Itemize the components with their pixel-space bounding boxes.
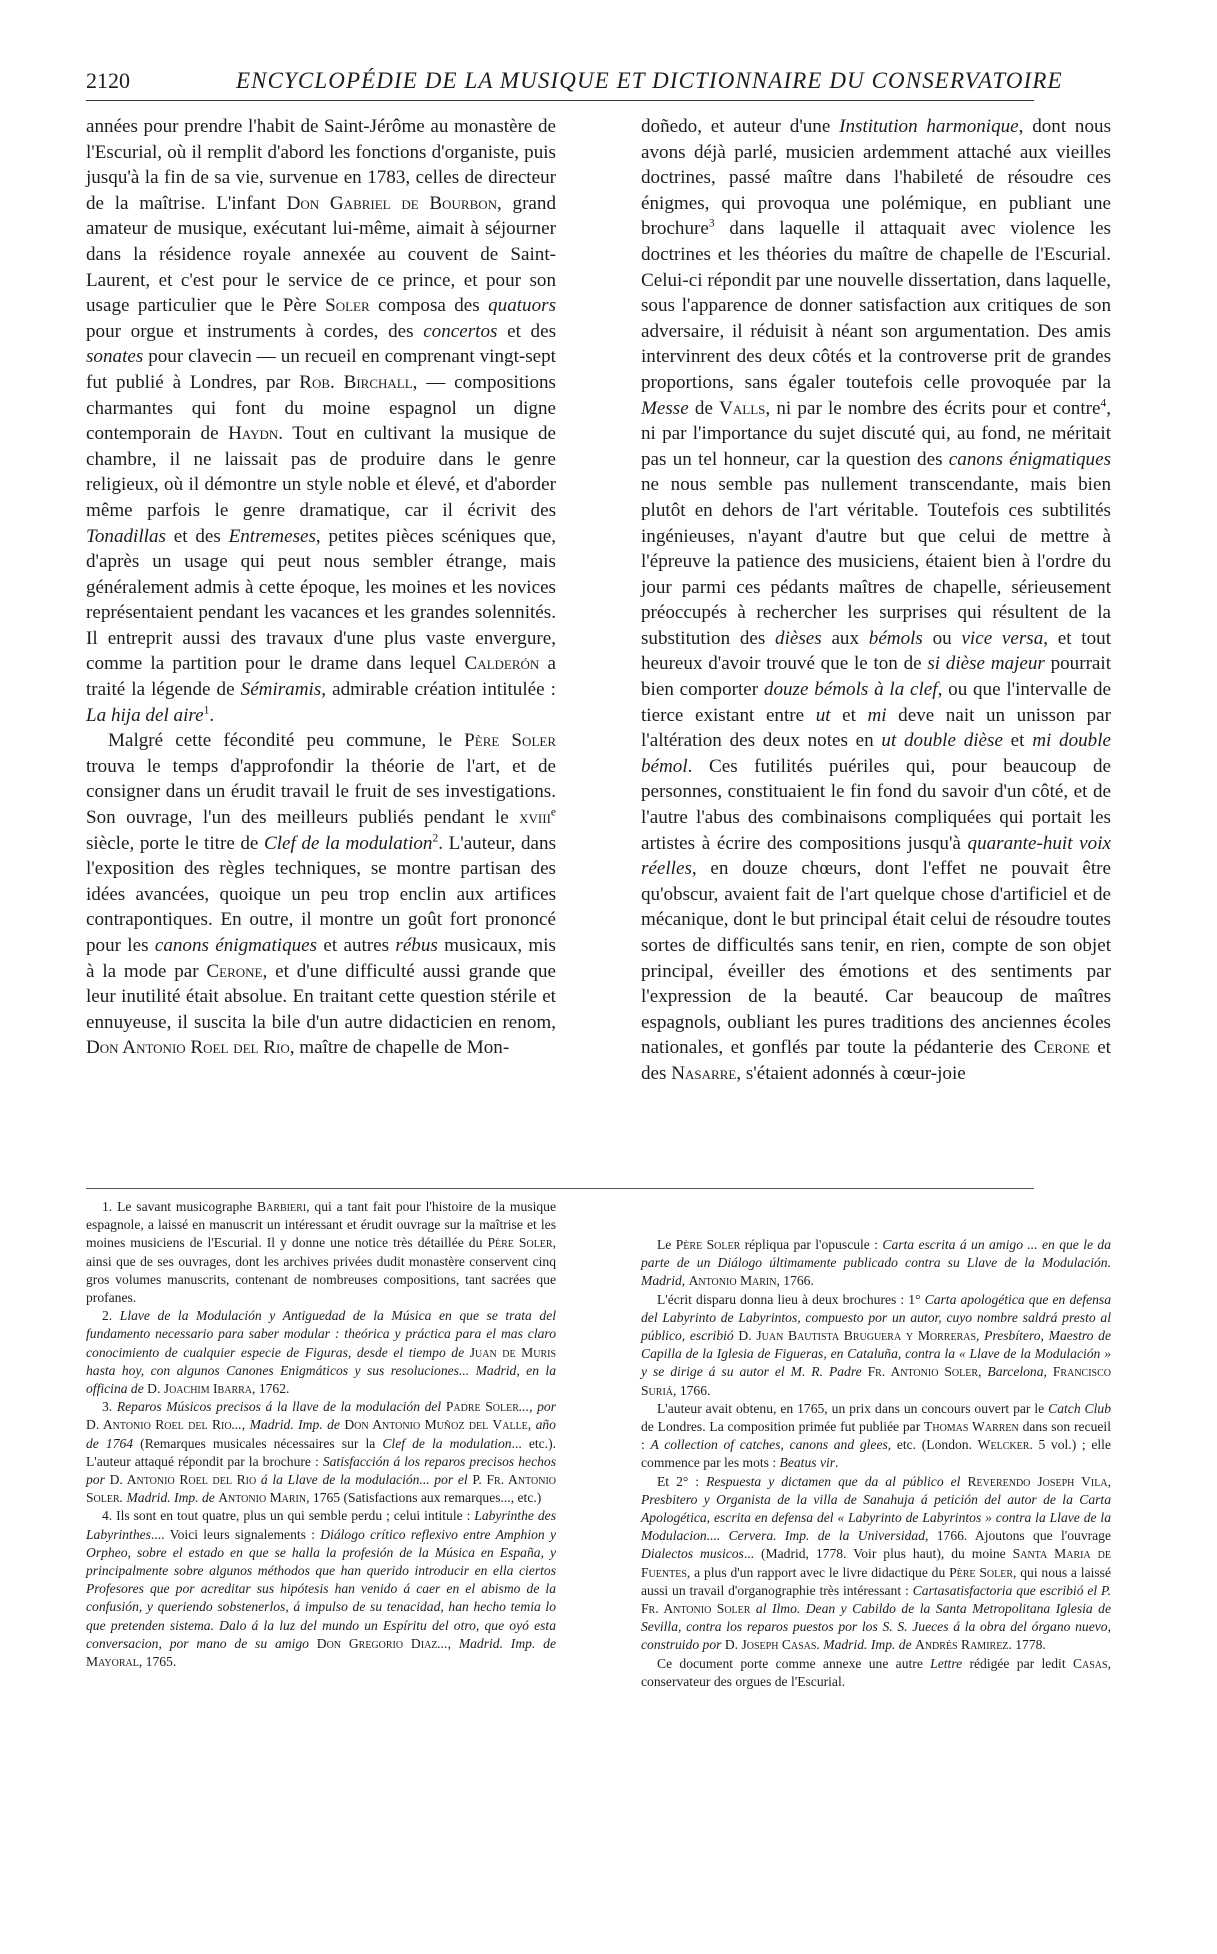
text-run: D. Joachim Ibarra [147, 1381, 253, 1397]
text-run: , conservateur des orgues de l'Escurial. [641, 1655, 1111, 1689]
note-ref: 3 [708, 218, 715, 231]
text-run: Haydn [228, 423, 279, 445]
text-run: canons énigmatiques [154, 935, 318, 956]
text-run: Cartasatisfactoria que escribió el P. [912, 1582, 1111, 1598]
text-run: . 5 vol.) ; elle commence par les mots : [641, 1437, 1111, 1471]
text-run: Mayoral [86, 1654, 139, 1670]
footnote-continuation [641, 1473, 1111, 1655]
text-run: ut double dièse [881, 730, 1003, 752]
text-run: , Presbítero, Maestro de Capilla de la Iglesia de Figueras, en Cataluña, contra la « Llave de la Modulación » y se dirige á su autor el M. R. Padre [641, 1328, 1111, 1380]
text-run: Malgré cette fécondité peu commune, le [108, 730, 465, 752]
footnotes-right [641, 1236, 1111, 1691]
text-run: 2. [102, 1308, 120, 1324]
text-run: 3. [102, 1399, 117, 1415]
text-run: Thomas Warren [924, 1419, 1019, 1435]
paragraph [641, 114, 1111, 1087]
note-ref: 2 [432, 832, 439, 845]
text-run: . [209, 704, 215, 726]
text-run: concertos [423, 320, 498, 342]
text-run: ..., por [518, 1399, 556, 1415]
text-run: , ni par le nombre des écrits pour et contre [765, 397, 1101, 419]
text-run: Antonio Marin [218, 1490, 307, 1506]
text-run: Messe [641, 397, 689, 419]
text-run: D. Joseph Casas [724, 1637, 817, 1653]
footnotes-left [86, 1198, 556, 1671]
text-run: de Londres. La composition primée fut publiée par [641, 1419, 925, 1435]
text-run: . Madrid. Imp. de [816, 1637, 916, 1653]
page-header [86, 64, 1063, 104]
text-run: Carta escrita á un amigo ... en que le da parte de un Diálogo últimamente publicado contra su Llave de la Modulación. Madrid, [641, 1237, 1111, 1289]
text-run: deve nait un unisson par l'altération des deux notes en [641, 704, 1112, 752]
text-run: Le [657, 1237, 676, 1252]
text-run: a traité la légende de [86, 653, 557, 701]
text-run: , et d'une difficulté aussi grande que leur inutilité était absolue. En traitant cette question stérile et ennuyeuse, il suscita la bile d'un autre didacticien en renom, [86, 960, 556, 1033]
text-run: Don Gregorio Diaz [316, 1635, 438, 1651]
text-run: La hija del aire [86, 704, 204, 726]
text-run: , ni par l'importance du sujet discuté qui, au fond, ne méritait pas un tel honneur, car la question des [641, 397, 1112, 470]
text-run: Labyrinthe des Labyrinthes [86, 1508, 556, 1542]
text-run: canons énigmatiques [948, 448, 1112, 470]
text-run: de [688, 397, 720, 419]
left-column [86, 114, 556, 1061]
text-run: Père Soler [487, 1235, 553, 1251]
text-run: Clef de la modulation [264, 832, 433, 854]
text-run: quarante-huit voix réelles [641, 832, 1111, 880]
paragraph [86, 114, 556, 728]
text-run: , qui a tant fait pour l'histoire de la musique espagnole, a laissé en manuscrit un intéressant et érudit ouvrage sur la maîtrise et les moines musiciens de l'Escurial. Il y donne une notice très détaillée du [86, 1199, 556, 1251]
text-run: Reverendo Joseph Vila [967, 1473, 1108, 1489]
text-run: , Barcelona, [978, 1364, 1053, 1380]
paragraph [86, 728, 556, 1061]
text-run: Cerone [1033, 1037, 1090, 1059]
text-run: Père Soler [675, 1237, 741, 1252]
text-run: Lettre [930, 1655, 963, 1671]
text-run: , ainsi que de ses ouvrages, dont les archives privées dudit monastère conservent cinq gros volumes manuscrits, contenant de nombreuses compositions, tant sacrées que profanes. [86, 1235, 556, 1306]
text-run: , a plus d'un rapport avec le livre didactique du [686, 1564, 950, 1580]
text-run: ut [815, 704, 831, 726]
text-run: L'écrit disparu donna lieu à deux brochures : 1° [657, 1291, 925, 1307]
note-ref: e [550, 806, 556, 819]
text-run: , s'étaient adonnés à cœur-joie [736, 1062, 966, 1084]
text-run: pour clavecin — un recueil en comprenant vingt-sept fut publié à Londres, par [86, 346, 556, 393]
text-run: .... Voici leurs signalements : [150, 1526, 321, 1542]
footnote-divider [86, 1188, 1034, 1189]
text-run: Soler [325, 295, 370, 317]
text-run: . 1778. [1008, 1637, 1046, 1653]
text-run: Reparos Músicos precisos á la llave de la modulación del [116, 1399, 446, 1415]
text-run: , en douze chœurs, dont l'effet ne pouvait être qu'obscur, avaient fait de l'art quelque chose d'artificiel et de mécanique, dont le but principal était celui de résoudre toutes sortes de difficultés sans tenir, en rien, compte de son objet principal, éveiller des émotions et des sentiments par l'expression de la beauté. Car beaucoup de maîtres espagnols, oubliant les pures traditions des anciennes écoles nationales, et gonflés par toute la pédanterie des [641, 858, 1111, 1059]
text-run: 4. Ils sont en tout quatre, plus un qui semble perdu ; celui intitule : [102, 1508, 475, 1524]
text-run: D. Juan Bautista Bruguera y Morreras [738, 1328, 977, 1344]
text-run: doñedo, et auteur d'une [641, 116, 840, 137]
text-run: siècle, porte le titre de [86, 832, 265, 854]
text-run: Cerone [206, 960, 263, 982]
footnote-3 [86, 1398, 556, 1507]
text-run: (Remarques musicales nécessaires sur la [133, 1435, 383, 1451]
text-run: et des [165, 525, 229, 547]
text-run: bémols [868, 627, 923, 649]
text-run: et des [497, 320, 556, 342]
text-run: ..., Madrid. Imp. de [231, 1417, 345, 1433]
text-run: xviii [519, 807, 551, 829]
text-run: Catch Club [1048, 1400, 1111, 1416]
text-run: 1. Le savant musicographe [102, 1199, 258, 1214]
right-column [641, 114, 1111, 1087]
text-run: sonates [86, 346, 144, 368]
text-run: Tonadillas [86, 525, 166, 547]
text-run: trouva le temps d'approfondir la théorie de l'art, et de consigner dans un érudit travail le fruit de ses investigations. Son ouvrage, l'un des meilleurs publiés pendant le [86, 755, 556, 829]
text-run: Santa Maria de Fuentes [641, 1546, 1111, 1580]
text-run: ... etc.). L'auteur attaqué répondit par la brochure : [86, 1435, 556, 1469]
text-run: A collection of catches, canons and glees [650, 1437, 888, 1453]
text-run: , dont nous avons déjà parlé, musicien ardemment attaché aux vieilles doctrines, passé maître dans l'habileté de résoudre ces énigmes, qui provoqua une polémique, en publiant une brochure [641, 116, 1111, 240]
footnote-1 [86, 1198, 556, 1307]
text-run: et des [641, 1037, 1111, 1084]
text-run: . Ces futilités puériles qui, pour beaucoup de personnes, constituaient le fin fond du savoir d'un côté, et de l'autre l'abus des combinaisons compliquées qui portait les artistes à écrire des compositions jusqu'à [641, 755, 1111, 854]
text-run: Respuesta y dictamen que da al público el [706, 1473, 968, 1489]
text-run: hasta hoy, con algunos Canones Enigmáticos y sus resoluciones... Madrid, en la officina de [86, 1362, 556, 1397]
text-run: Andrés Ramirez [915, 1637, 1009, 1653]
text-run: ..., Madrid. Imp. de [437, 1635, 556, 1651]
text-run: , 1766. [673, 1382, 711, 1398]
text-run: Beatus vir [779, 1455, 836, 1471]
text-run: Père Soler [464, 730, 556, 752]
text-run: , ou que l'intervalle de tierce existant entre [641, 679, 1111, 726]
text-run: L'auteur avait obtenu, en 1765, un prix dans un concours ouvert par le [657, 1400, 1049, 1416]
text-run: mi [867, 704, 887, 726]
text-run: á la Llave de la modulación... por el [256, 1472, 473, 1488]
text-run: Fr. Antonio Soler [867, 1364, 979, 1380]
text-run: Institution harmonique [839, 116, 1019, 137]
text-run: , petites pièces scéniques que, d'après un usage qui peut nous sembler étrange, mais généralement admis à cette époque, les moines et les novices représentaient pendant les vacances et les grandes solennités. Il entreprit aussi des travaux d'une plus vaste envergure, comme la partition pour le drame dans lequel [86, 525, 556, 675]
text-run: douze bémols à la clef [763, 679, 938, 701]
page-number: 2120 [86, 68, 130, 93]
text-run: rédigée par ledit [962, 1655, 1073, 1671]
text-run: dans laquelle il attaquait avec violence les doctrines et les théories du maître de chapelle de l'Escurial. Celui-ci répondit par une nouvelle dissertation, dans laquelle, sous l'apparence de donner satisfaction aux critiques de son adversaire, il réduisit à néant son argumentation. Des amis intervinrent des deux côtés et la controverse prit de grandes proportions, sans égaler toutefois celle provoquée par la [641, 218, 1111, 393]
text-run: si dièse majeur [927, 653, 1045, 675]
text-run: , etc. (London. [887, 1437, 978, 1453]
text-run: aux [821, 627, 869, 649]
text-run: D. Antonio Roel del Rio [86, 1417, 232, 1433]
text-run: Entremeses [228, 525, 316, 547]
note-ref: 4 [1100, 397, 1107, 410]
text-run: ou [922, 627, 962, 649]
footnote-4 [86, 1507, 556, 1671]
footnote-continuation [641, 1655, 1111, 1691]
text-run: Llave de la Modulación y Antiguedad de la Música en que se trata del fundamento necessario para saber modular : theórica y práctica para el mas claro conocimiento de cualquier especie de Figuras, desde el tiempo de [86, 1308, 557, 1360]
text-run: Diálogo crítico reflexivo entre Amphion y Orpheo, sobre el estado en que se halla la profesión de la Música en España, y principalmente sobre algunos méthodos que han querido introducir en ella ciertos Profesores que por acreditar sus hipótesis han venido á caer en el abismo de la confusión, y queriendo sobstenerlos, á impulso de su tenacidad, han hecho temia lo que pretenden sistema. Dalo á la luz del mundo un Espíritu del otro, que oyó esta conversacion, por mano de su amigo [86, 1526, 556, 1651]
note-ref: 1 [203, 704, 210, 717]
text-run: Casas [1072, 1655, 1108, 1671]
text-run: Père Soler [949, 1564, 1014, 1580]
text-run: Clef de la modulation [382, 1435, 512, 1451]
text-run: Sémiramis [240, 679, 322, 701]
text-run: , 1765 (Satisfactions aux remarques..., etc.) [306, 1490, 542, 1506]
text-run: Don Antonio Roel del Rio [86, 1037, 290, 1059]
text-run: , 1766. Ajoutons que l'ouvrage [925, 1528, 1112, 1544]
text-run: al Ilmo. Dean y Cabildo de la Santa Metropolitana Iglesia de Sevilla, contra los reparos puestos por los S. S. Jueces á la obra del órgano nuevo, construido por [641, 1601, 1111, 1653]
text-run: Dialectos musicos [641, 1546, 744, 1562]
text-run: , — compositions charmantes qui font du moine espagnol un digne contemporain de [86, 371, 556, 445]
text-run: Francisco Suriá [641, 1364, 1112, 1398]
text-run: , 1765. [138, 1654, 177, 1670]
text-run: Fr. Antonio Soler [641, 1601, 751, 1617]
text-run: pourrait bien comporter [641, 653, 1112, 701]
text-run: Carta apologética que en defensa del Labyrinto de Labyrintos, compuesto por un autor, cuyo nombre saldrá presto al público, escribió [641, 1291, 1111, 1344]
text-run: P. Fr. Antonio Soler [86, 1472, 556, 1506]
text-run: Don Antonio Muñoz del Valle [344, 1417, 528, 1433]
text-run: Barbieri [257, 1199, 307, 1214]
text-run: Juan de Muris [469, 1344, 557, 1360]
text-run: D. Antonio Roel del Rio [109, 1472, 257, 1488]
text-run: , maître de chapelle de Mon- [289, 1037, 510, 1059]
text-run: . [835, 1455, 839, 1471]
text-run: dièses [775, 627, 822, 649]
footnote-continuation [641, 1236, 1111, 1291]
text-run: Antonio Marin [688, 1273, 777, 1289]
text-run: composa des [369, 295, 489, 317]
text-run: ... (Madrid, 1778. Voir plus haut), du moine [743, 1546, 1013, 1562]
text-run: , et tout heureux d'avoir trouvé que le ton de [641, 627, 1111, 675]
text-run: . L'auteur, dans l'exposition des règles techniques, se montre partisan des idées avancées, quoique un peu trop enclin aux artifices contrapontiques. En outre, il montre un goût fort prononcé pour les [86, 832, 557, 956]
text-run: et autres [317, 935, 396, 956]
text-run: Ce document porte comme annexe une autre [657, 1655, 931, 1671]
text-run: répliqua par l'opuscule : [740, 1237, 883, 1252]
text-run: dans son recueil : [641, 1419, 1111, 1453]
text-run: , 1762. [252, 1381, 290, 1397]
header-rule [86, 100, 1034, 101]
footnote-2 [86, 1307, 556, 1398]
text-run: Valls [719, 397, 766, 419]
text-run: et [830, 704, 868, 726]
text-run: Nasarre [671, 1062, 737, 1084]
text-run: mi double bémol [641, 730, 1111, 777]
footnote-continuation [641, 1291, 1111, 1400]
text-run: rébus [395, 935, 438, 956]
running-title: ENCYCLOPÉDIE DE LA MUSIQUE ET DICTIONNAIRE DU CONSERVATOIRE [236, 68, 1063, 93]
text-run: Don Gabriel de Bourbon [286, 192, 498, 214]
text-run: , 1766. [776, 1273, 814, 1289]
text-run: pour orgue et instruments à cordes, des [86, 320, 424, 342]
text-run: . Madrid. Imp. de [119, 1490, 219, 1506]
text-run: , año de 1764 [86, 1417, 556, 1451]
text-run: et [1002, 730, 1033, 752]
text-run: Et 2° : [657, 1473, 707, 1489]
text-run: musicaux, mis à la mode par [86, 935, 556, 982]
text-run: Rob. Birchall [299, 371, 413, 393]
text-run: Welcker [977, 1437, 1030, 1453]
text-run: quatuors [488, 295, 556, 317]
text-run: Padre Soler [445, 1399, 519, 1415]
text-run: , qui nous a laissé aussi un travail d'organographie très intéressant : [641, 1564, 1111, 1598]
text-run: , admirable création intitulée : [321, 679, 556, 701]
text-run: années pour prendre l'habit de Saint-Jérôme au monastère de l'Escurial, où il remplit d'abord les fonctions d'organiste, puis jusqu'à la fin de sa vie, survenue en 1783, celles de directeur de la maîtrise. L'infant [86, 116, 556, 214]
text-run: Calderón [464, 653, 540, 675]
text-run: Satisfacción á los reparos precisos hechos por [86, 1453, 556, 1488]
text-run: ne nous semble pas nullement transcendante, mais bien plutôt en dehors de l'art véritable. Toutefois ces subtilités ingénieuses, n'ayant d'autre but que celui de mettre à l'épreuve la patience des musiciens, étaient bien à l'ordre du jour parmi ces pédants maîtres de chapelle, sérieusement préoccupés à rechercher les surprises qui résultent de la substitution des [641, 474, 1111, 649]
text-run: , grand amateur de musique, exécutant lui-même, aimait à séjourner dans la résidence royale annexée au couvent de Saint-Laurent, et c'est pour le service de ce prince, et pour son usage particulier que le Père [86, 192, 556, 317]
text-run: , Presbitero y Organista de la villa de Sanahuja á petición del autor de la Carta Apologética, escrita en defensa del « Labyrinto de Labyrintos » contra la Llave de la Modulacion.... Cervera. Imp. de la Universidad [641, 1473, 1111, 1544]
footnote-continuation [641, 1400, 1111, 1473]
text-run: vice versa [961, 627, 1044, 649]
text-run: . Tout en cultivant la musique de chambre, il ne laissait pas de produire dans le genre religieux, où il démontre un style noble et élevé, et d'aborder même parfois le genre dramatique, car il écrivit des [86, 423, 556, 521]
